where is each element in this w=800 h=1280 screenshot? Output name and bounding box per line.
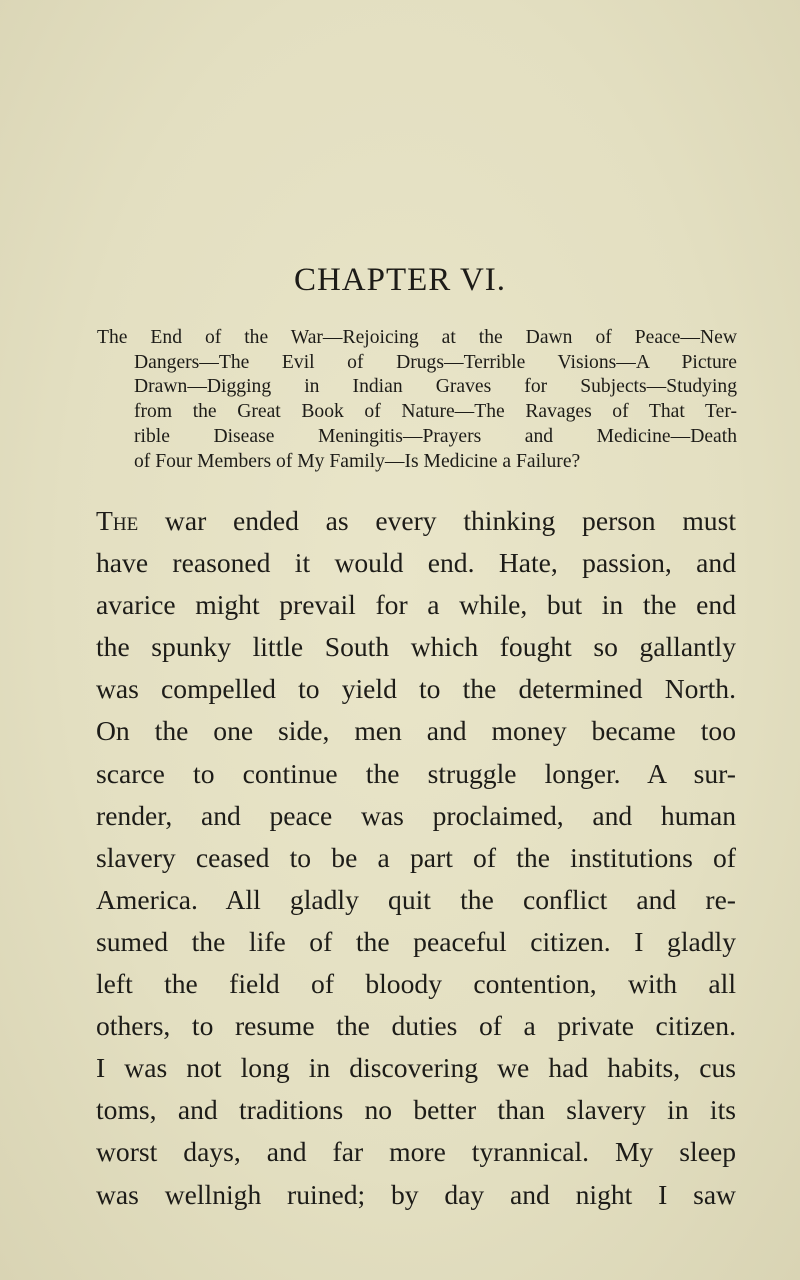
body-line: America. All gladly quit the conflict and re-: [96, 883, 736, 915]
body-line: sumed the life of the peaceful citizen. I gladly: [96, 925, 736, 957]
summary-line: Dangers—The Evil of Drugs—Terrible Visions—A Picture: [134, 351, 737, 373]
body-line: I was not long in discovering we had habits, cus: [96, 1052, 736, 1084]
body-line: have reasoned it would end. Hate, passion, and: [96, 547, 736, 579]
body-line: render, and peace was proclaimed, and human: [96, 799, 736, 831]
summary-line: Drawn—Digging in Indian Graves for Subjects—Studying: [134, 376, 737, 398]
body-line: slavery ceased to be a part of the institutions of: [96, 841, 736, 873]
body-line: toms, and traditions no better than slavery in its: [96, 1094, 736, 1126]
body-line: was wellnigh ruined; by day and night I saw: [96, 1178, 736, 1210]
body-line: worst days, and far more tyrannical. My sleep: [96, 1136, 736, 1168]
body-line: the spunky little South which fought so gallantly: [96, 631, 736, 663]
body-line: was compelled to yield to the determined North.: [96, 673, 736, 705]
body-line: avarice might prevail for a while, but in the end: [96, 589, 736, 621]
summary-line: The End of the War—Rejoicing at the Dawn of Peace—New: [97, 327, 737, 348]
summary-line: rible Disease Meningitis—Prayers and Medicine—Death: [134, 425, 737, 447]
body-line: left the field of bloody contention, with all: [96, 968, 736, 1000]
chapter-heading: CHAPTER VI.: [293, 262, 507, 298]
body-line: On the one side, men and money became too: [96, 715, 736, 747]
body-line: scarce to continue the struggle longer. A sur-: [96, 757, 736, 789]
summary-line: from the Great Book of Nature—The Ravages of That Ter-: [134, 401, 737, 423]
first-line-rest: war ended as every thinking person must: [138, 505, 736, 536]
body-line-first: [96, 500, 736, 542]
body-line: others, to resume the duties of a private citizen.: [96, 1010, 736, 1042]
body-paragraph: [96, 500, 736, 1216]
lead-in-word: The: [96, 505, 139, 536]
summary-line: of Four Members of My Family—Is Medicine a Failure?: [134, 450, 581, 472]
chapter-summary: [97, 326, 737, 474]
